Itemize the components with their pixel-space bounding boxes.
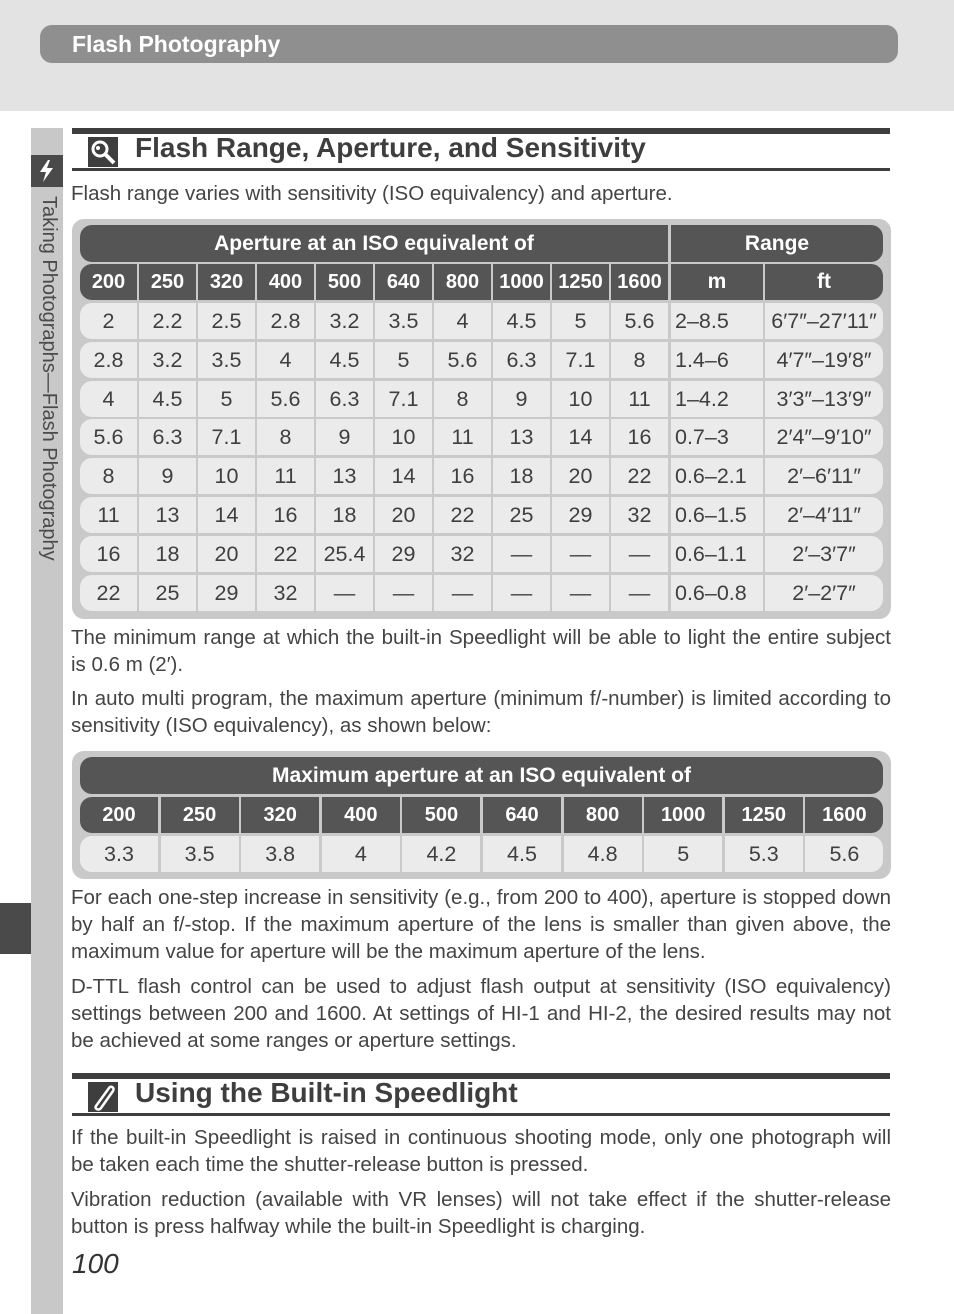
- table-cell: 11: [611, 381, 668, 417]
- table-cell: 20: [198, 536, 255, 572]
- intro-paragraph: Flash range varies with sensitivity (ISO equivalency) and aperture.: [71, 182, 673, 205]
- table-cell: 2.2: [139, 303, 196, 339]
- table1-iso-column-header: 640: [375, 264, 432, 300]
- table-cell: 22: [80, 575, 137, 611]
- one-step-paragraph: For each one-step increase in sensitivity (e.g., from 200 to 400), aperture is stopped down by half an f/-stop. If the maximum aperture of the lens is smaller than given above, the maximum value for aperture will be the maximum aperture of the lens.: [71, 886, 891, 963]
- table-cell: 3.8: [241, 836, 319, 872]
- table-cell: 16: [611, 419, 668, 455]
- section-heading-flash-range: [72, 128, 890, 171]
- side-chapter-text: Taking Photographs—Flash Photography: [38, 196, 60, 561]
- table-cell: 3.5: [161, 836, 239, 872]
- table-cell: 4.5: [316, 342, 373, 378]
- table-cell: 4: [434, 303, 491, 339]
- table2-iso-column-header: 250: [161, 797, 239, 833]
- table-cell: 6.3: [493, 342, 550, 378]
- min-range-paragraph: The minimum range at which the built-in Speedlight will be able to light the entire subject is 0.6 m (2′).: [71, 626, 891, 676]
- table-cell: 3′3″–13′9″: [765, 381, 883, 417]
- table-cell: 10: [552, 381, 609, 417]
- table-cell: 11: [434, 419, 491, 455]
- table-cell: 4′7″–19′8″: [765, 342, 883, 378]
- table-cell: 4: [257, 342, 314, 378]
- table-cell: 6.3: [316, 381, 373, 417]
- table-cell: 4.8: [564, 836, 642, 872]
- table-cell: 29: [552, 497, 609, 533]
- table-cell: 16: [434, 458, 491, 494]
- table-cell: 9: [316, 419, 373, 455]
- table-cell: 18: [316, 497, 373, 533]
- max-aperture-table: [72, 751, 891, 879]
- table-cell: 22: [611, 458, 668, 494]
- table-cell: 11: [80, 497, 137, 533]
- table2-header: Maximum aperture at an ISO equivalent of: [80, 757, 883, 794]
- section-title: Using the Built-in Speedlight: [135, 1077, 518, 1108]
- table-cell: 16: [80, 536, 137, 572]
- flash-icon: [31, 155, 63, 187]
- table-cell: 2.8: [257, 303, 314, 339]
- chapter-title: Flash Photography: [72, 31, 281, 57]
- vr-paragraph: Vibration reduction (available with VR lenses) will not take effect if the shutter-release button is press halfway while the built-in Speedlight is charging.: [71, 1188, 891, 1238]
- table1-range-header: Range: [671, 225, 883, 262]
- table-cell: 8: [257, 419, 314, 455]
- table-cell: 22: [257, 536, 314, 572]
- table-cell: 0.6–1.5: [671, 497, 763, 533]
- table-cell: 4: [322, 836, 400, 872]
- table-cell: 11: [257, 458, 314, 494]
- table2-iso-column-header: 1000: [644, 797, 722, 833]
- table2-iso-column-header: 1250: [725, 797, 803, 833]
- table-cell: —: [375, 575, 432, 611]
- table-cell: 13: [316, 458, 373, 494]
- table-cell: 5: [375, 342, 432, 378]
- table2-iso-column-header: 320: [241, 797, 319, 833]
- continuous-paragraph: If the built-in Speedlight is raised in continuous shooting mode, only one photograph will be taken each time the shutter-release button is pressed.: [71, 1126, 891, 1176]
- table1-iso-column-header: 1250: [552, 264, 609, 300]
- table-cell: 16: [257, 497, 314, 533]
- table-cell: 32: [434, 536, 491, 572]
- table-cell: 22: [434, 497, 491, 533]
- table-cell: 14: [552, 419, 609, 455]
- table-cell: —: [611, 575, 668, 611]
- table-cell: 2′–3′7″: [765, 536, 883, 572]
- table-cell: 1–4.2: [671, 381, 763, 417]
- table2-iso-column-header: 400: [322, 797, 400, 833]
- flash-range-table: [72, 219, 891, 619]
- table-cell: 5: [198, 381, 255, 417]
- table-cell: 3.5: [198, 342, 255, 378]
- table-cell: —: [552, 575, 609, 611]
- table-cell: 6′7″–27′11″: [765, 303, 883, 339]
- table-cell: 2.8: [80, 342, 137, 378]
- table-cell: 25: [139, 575, 196, 611]
- table-cell: 32: [611, 497, 668, 533]
- table-cell: 7.1: [198, 419, 255, 455]
- table-cell: —: [611, 536, 668, 572]
- table-cell: 9: [139, 458, 196, 494]
- table1-iso-column-header: 500: [316, 264, 373, 300]
- table2-iso-column-header: 640: [483, 797, 561, 833]
- section-heading-speedlight: [72, 1073, 890, 1116]
- table-cell: 5.6: [80, 419, 137, 455]
- table-cell: —: [493, 536, 550, 572]
- table1-unit-column-header: ft: [765, 264, 883, 300]
- table-cell: 7.1: [552, 342, 609, 378]
- table-cell: 25: [493, 497, 550, 533]
- table2-iso-column-header: 800: [564, 797, 642, 833]
- table-cell: 2: [80, 303, 137, 339]
- table-cell: —: [493, 575, 550, 611]
- table1-iso-column-header: 400: [257, 264, 314, 300]
- table-cell: 13: [139, 497, 196, 533]
- table-cell: 4.5: [483, 836, 561, 872]
- table-cell: 6.3: [139, 419, 196, 455]
- table-cell: 0.6–2.1: [671, 458, 763, 494]
- pencil-note-icon: [88, 1082, 118, 1112]
- table-cell: 10: [198, 458, 255, 494]
- table-cell: 4.2: [402, 836, 480, 872]
- section-title: Flash Range, Aperture, and Sensitivity: [135, 132, 646, 163]
- table-cell: 2.5: [198, 303, 255, 339]
- table-cell: 5.6: [434, 342, 491, 378]
- table-cell: —: [552, 536, 609, 572]
- table-cell: 2′4″–9′10″: [765, 419, 883, 455]
- tip-magnifier-icon: [88, 137, 118, 167]
- auto-multi-paragraph: In auto multi program, the maximum aperture (minimum f/-number) is limited according to sensitivity (ISO equivalency), as shown below:: [71, 687, 891, 737]
- table1-iso-column-header: 800: [434, 264, 491, 300]
- table-cell: 2′–6′11″: [765, 458, 883, 494]
- table-cell: 14: [198, 497, 255, 533]
- table1-aperture-header: Aperture at an ISO equivalent of: [80, 225, 668, 262]
- table-cell: 18: [139, 536, 196, 572]
- table-cell: 0.6–0.8: [671, 575, 763, 611]
- table1-iso-column-header: 200: [80, 264, 137, 300]
- table1-unit-column-header: m: [671, 264, 763, 300]
- table-cell: —: [434, 575, 491, 611]
- table-cell: 4.5: [139, 381, 196, 417]
- dttl-paragraph: D-TTL flash control can be used to adjust flash output at sensitivity (ISO equivalency) settings between 200 and 1600. At settings of HI-1 and HI-2, the desired results may not be achieved at some ranges or aperture settings.: [71, 975, 891, 1052]
- table-cell: 1.4–6: [671, 342, 763, 378]
- table-cell: 29: [375, 536, 432, 572]
- table-cell: 3.2: [139, 342, 196, 378]
- table-cell: 3.5: [375, 303, 432, 339]
- table-cell: 5: [552, 303, 609, 339]
- table1-iso-column-header: 1600: [611, 264, 668, 300]
- chapter-header-bar: [40, 25, 898, 63]
- table-cell: 25.4: [316, 536, 373, 572]
- table-cell: 5.6: [611, 303, 668, 339]
- table-cell: 5.3: [725, 836, 803, 872]
- table-cell: 20: [552, 458, 609, 494]
- table-cell: 5.6: [805, 836, 883, 872]
- table-cell: —: [316, 575, 373, 611]
- table1-iso-column-header: 1000: [493, 264, 550, 300]
- table-cell: 8: [611, 342, 668, 378]
- table-cell: 9: [493, 381, 550, 417]
- table1-iso-column-header: 320: [198, 264, 255, 300]
- table-cell: 0.7–3: [671, 419, 763, 455]
- table2-iso-column-header: 200: [80, 797, 158, 833]
- table-cell: 5.6: [257, 381, 314, 417]
- table-cell: 2–8.5: [671, 303, 763, 339]
- table-cell: 0.6–1.1: [671, 536, 763, 572]
- table-cell: 20: [375, 497, 432, 533]
- chapter-tab-marker: [0, 903, 31, 954]
- table-cell: 7.1: [375, 381, 432, 417]
- table-cell: 14: [375, 458, 432, 494]
- table2-iso-column-header: 1600: [805, 797, 883, 833]
- table-cell: 10: [375, 419, 432, 455]
- table1-iso-column-header: 250: [139, 264, 196, 300]
- side-chapter-label: [31, 196, 63, 636]
- table-cell: 4: [80, 381, 137, 417]
- table-cell: 5: [644, 836, 722, 872]
- table-cell: 18: [493, 458, 550, 494]
- table-cell: 4.5: [493, 303, 550, 339]
- page-number: 100: [72, 1248, 119, 1279]
- table-cell: 8: [434, 381, 491, 417]
- table-cell: 13: [493, 419, 550, 455]
- table-cell: 8: [80, 458, 137, 494]
- table-cell: 32: [257, 575, 314, 611]
- table-cell: 3.3: [80, 836, 158, 872]
- table-cell: 2′–2′7″: [765, 575, 883, 611]
- table-cell: 29: [198, 575, 255, 611]
- table-cell: 2′–4′11″: [765, 497, 883, 533]
- table2-iso-column-header: 500: [402, 797, 480, 833]
- table-cell: 3.2: [316, 303, 373, 339]
